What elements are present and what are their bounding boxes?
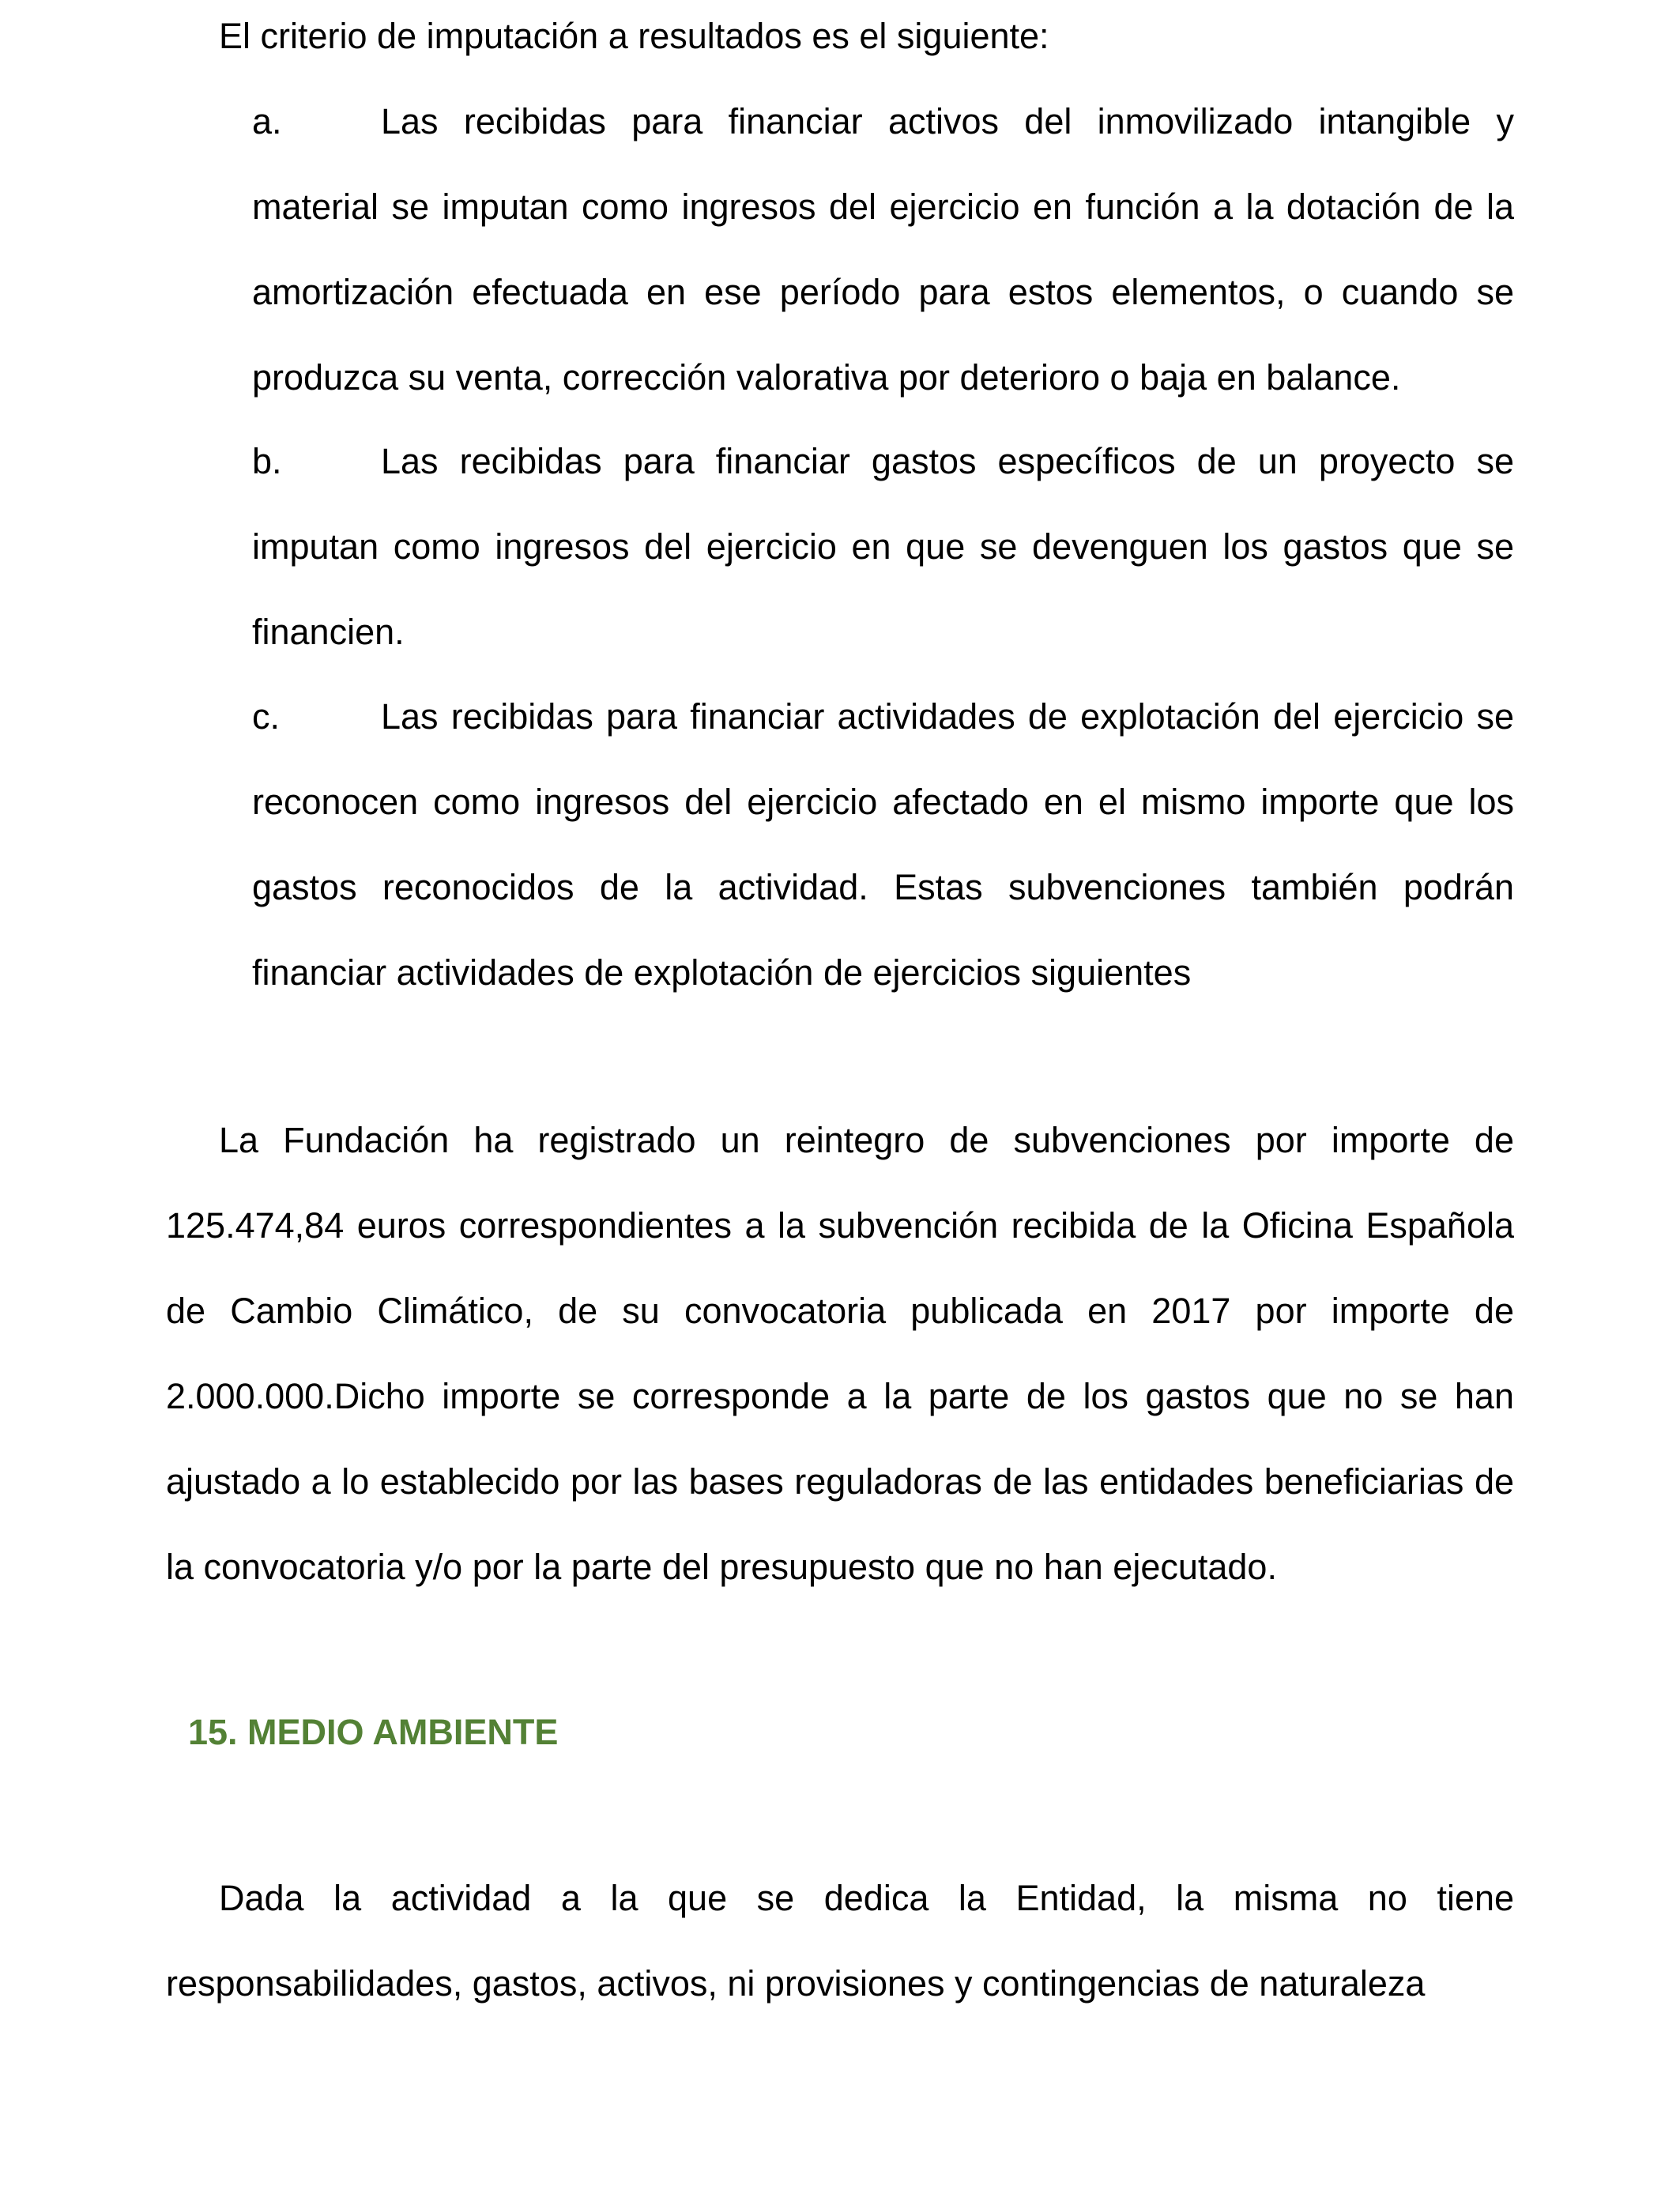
list-item-a: [252, 79, 1514, 420]
list-marker: c.: [252, 696, 281, 737]
list-marker: b.: [252, 441, 282, 481]
list-item-text: Las recibidas para financiar actividades de explotación del ejercicio se reconocen como ingresos del ejercicio afectado en el mismo importe que los gastos reconocidos de la actividad. Estas subvenciones también podrán financiar actividades de explotación de ejercicios siguientes: [252, 696, 1514, 993]
section-heading: 15. MEDIO AMBIENTE: [188, 1712, 559, 1752]
list-item-c: [252, 674, 1514, 1016]
reintegro-paragraph: La Fundación ha registrado un reintegro de subvenciones por importe de 125.474,84 euros correspondientes a la subvención recibida de la Oficina Española de Cambio Climático, de su convocatoria publicada en 2017 por importe de 2.000.000.Dicho importe se corresponde a la parte de los gastos que no se han ajustado a lo establecido por las bases reguladoras de las entidades beneficiarias de la convocatoria y/o por la parte del presupuesto que no han ejecutado.: [166, 1120, 1514, 1587]
section-paragraph: Dada la actividad a la que se dedica la Entidad, la misma no tiene responsabilidades, gastos, activos, ni provisiones y contingencias de naturaleza: [166, 1878, 1514, 2004]
list-marker: a.: [252, 101, 282, 141]
list-item-b: [252, 419, 1514, 675]
list-item-text: Las recibidas para financiar activos del inmovilizado intangible y material se imputan como ingresos del ejercicio en función a la dotación de la amortización efectuada en ese período para estos elementos, o cuando se produzca su venta, corrección valorativa por deterioro o baja en balance.: [252, 101, 1514, 398]
list-item-text: Las recibidas para financiar gastos específicos de un proyecto se imputan como ingresos del ejercicio en que se devenguen los gastos que se financien.: [252, 441, 1514, 652]
intro-text: El criterio de imputación a resultados es el siguiente:: [219, 16, 1049, 56]
